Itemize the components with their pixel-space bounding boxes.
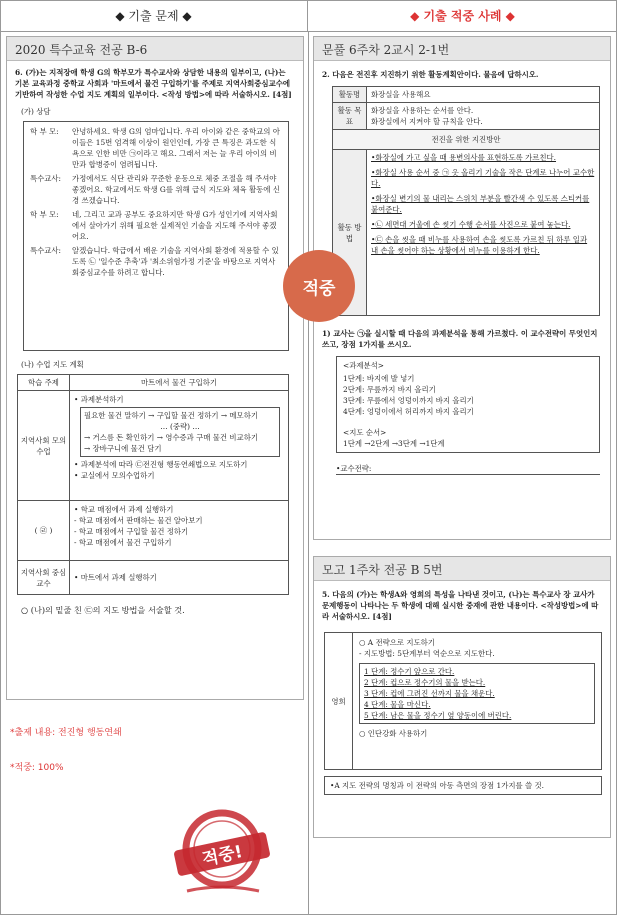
- row-item: - 학교 매점에서 물건 구입하기: [74, 538, 172, 547]
- content-note: *출제 내용: 전진형 행동연쇄: [10, 728, 122, 738]
- row-item: → 장바구니에 물건 담기: [84, 444, 162, 453]
- strategy-line: - 지도방법: 5단계부터 역순으로 지도한다.: [359, 649, 495, 658]
- method-item: •㉡ 세면대 거울에 손 씻기 수행 순서를 사진으로 붙여 놓는다.: [371, 220, 571, 229]
- task-step: 1단계: 바지에 발 넣기: [343, 374, 415, 383]
- step-item: 3 단계: 컵에 그려진 선까지 물을 채운다.: [364, 689, 495, 698]
- question-text: 5. 다음의 (가)는 학생A와 영희의 특성을 나타낸 것이고, (나)는 특수교사 장 교사가 문제행동이 나타나는 두 학생에 대해 실시한 중재에 관한 내용이다. <작성방법>에 따라 서술하시오. [4점]: [322, 590, 599, 621]
- question-text: 2. 다음은 전진후 지진하기 위한 활동계획안이다. 물음에 답하시오.: [322, 70, 539, 79]
- strategy-line: ○ 인단강화 사용하기: [359, 729, 428, 738]
- step-item: 5 단계: 남은 물을 정수기 옆 양동이에 버린다.: [364, 711, 512, 720]
- task-step: 4단계: 엉덩이에서 허리까지 바지 올리기: [343, 407, 474, 416]
- row-label: 지역사회 중심교수: [18, 561, 70, 595]
- speaker: 특수교사:: [30, 174, 62, 183]
- dialogue-line: [30, 245, 282, 278]
- step-item: 2 단계: 컵으로 정수기의 물을 받는다.: [364, 678, 486, 687]
- row-item: • 과제분석에 따라 ㉢전진형 행동연쇄법으로 지도하기: [74, 460, 248, 469]
- table-header-title: 마트에서 물건 구입하기: [70, 375, 289, 391]
- footer-question: ○ (나)의 밑줄 친 ㉢의 지도 방법을 서술할 것.: [21, 605, 185, 615]
- question-text: 6. (가)는 지적장애 학생 G의 학부모가 특수교사와 상담한 내용의 일부이고, (나)는 기본 교육과정 중학교 사회과 '마트에서 물건 구입하기'를 주제로 지역사회중심교수에 기반하여 작성한 수업 지도 계획의 일부이다. <작성 방법>에 따라 서술하시오. [4점]: [15, 68, 292, 99]
- paper-title: 문풀 6주차 2교시 2-1번: [314, 37, 610, 61]
- strategy-line: ○ A 전략으로 지도하기: [359, 638, 435, 647]
- dialogue-line: [30, 173, 282, 206]
- method-header: 전진을 위한 지진방안: [333, 130, 600, 150]
- row-item: → 거스름 돈 확인하기 → 영수증과 구매 물건 비교하기: [84, 433, 258, 442]
- writing-instruction: •A 지도 전략의 명칭과 이 전략의 아동 측면의 장점 1가지를 쓸 것.: [324, 776, 602, 795]
- table-row: [18, 391, 289, 501]
- left-column-header: ◆ 기출 문제 ◆: [0, 0, 308, 32]
- row-item: • 학교 매점에서 과제 실행하기: [74, 505, 174, 514]
- utterance: 알겠습니다. 학급에서 배운 기술을 지역사회 환경에 적용할 수 있도록 ㉡ '일수준 추축'과 '최소위험가정 기준'을 바탕으로 지역사회중심교수를 하려고 합니다.: [72, 246, 279, 277]
- sub-question: 1) 교사는 ㉠을 실시할 때 다음의 과제분석을 통해 가르쳤다. 이 교수전략이 무엇인지 쓰고, 장점 1가지를 쓰시오.: [322, 329, 598, 349]
- hit-badge: 적중: [283, 250, 355, 322]
- row-item: 필요한 물건 말하기 → 구입할 물건 정하기 → 메모하기: [84, 411, 258, 420]
- task-title: <과제분석>: [343, 361, 384, 370]
- row-label: 활동 목표: [333, 103, 367, 130]
- section-label-ga: (가) 상담: [21, 107, 51, 116]
- exam-question-paper: [6, 36, 304, 700]
- order-title: <지도 순서>: [343, 428, 387, 437]
- row-label: ( ㉣ ): [18, 501, 70, 561]
- row-label: 지역사회 모의수업: [18, 391, 70, 501]
- method-item: •㉢ 손을 씻을 때 비누를 사용하여 손을 씻도록 가르친 뒤 하루 일과 내 손을 씻어야 하는 상황에서 비누를 이용하게 한다.: [371, 235, 588, 255]
- method-item: •화장실 변기의 물 내리는 스위치 부분을 빨간색 수 있도록 스티커를 붙여준다.: [371, 194, 590, 214]
- table-row: [18, 501, 289, 561]
- row-item: … (중략) …: [160, 422, 200, 431]
- utterance: 안녕하세요. 학생 G의 엄마입니다. 우리 아이와 같은 중학교의 아이들은 15번 엄격해 이상이 원인인데, 가장 큰 특징은 과도한 식욕으로 인한 비만 ㉠이라고 해요. 그래서 저는 늘 우리 아이의 비만과 합병증이 염려됩니다.: [72, 127, 280, 169]
- row-item: • 마트에서 과제 실행하기: [74, 573, 157, 582]
- goal-item: 화장실을 사용하는 순서를 안다.: [371, 106, 474, 115]
- paper-title: 모고 1주차 전공 B 5번: [314, 557, 610, 581]
- row-label: 활동명: [333, 87, 367, 103]
- answer-label: •교수전략:: [336, 453, 600, 475]
- step-item: 1 단계: 정수기 앞으로 간다.: [364, 667, 455, 676]
- order-sequence: 1단계 →2단계 →3단계 →1단계: [343, 439, 445, 448]
- row-item: • 교실에서 모의수업하기: [74, 471, 155, 480]
- task-step: 3단계: 무릎에서 엉덩이까지 바지 올리기: [343, 396, 474, 405]
- right-column-header: ◆ 기출 적중 사례 ◆: [308, 0, 617, 32]
- step-list: [359, 663, 595, 724]
- step-item: 4 단계: 물을 마신다.: [364, 700, 431, 709]
- task-analysis-box: [336, 356, 600, 453]
- dialogue-line: [30, 209, 282, 242]
- seal-text: 적중!: [200, 841, 245, 870]
- row-item: - 학교 매점에서 구입할 물건 정하기: [74, 527, 189, 536]
- method-item: •화장실 사용 순서 중 ㉠ 옷 올리기 기술을 작은 단계로 나누어 교수한다.: [371, 168, 595, 188]
- strategy-box: [324, 632, 602, 770]
- practice-question-paper: [313, 36, 611, 540]
- goal-item: 화장실에서 지켜야 할 규칙을 안다.: [371, 117, 483, 126]
- activity-plan-table: [332, 86, 600, 316]
- dialogue-box: [23, 121, 289, 351]
- row-label: 활동 방법: [333, 150, 367, 316]
- method-item: •화장실에 가고 싶을 때 용변의사를 표현하도록 가르친다.: [371, 153, 557, 162]
- column-divider: [308, 32, 309, 915]
- utterance: 가정에서도 식단 관리와 꾸준한 운동으로 체중 조절을 해 주셔야 좋겠어요. 학교에서도 학생 G를 위해 급식 지도와 체육 활동에 신경 쓰겠습니다.: [72, 174, 280, 205]
- row-item: • 과제분석하기: [74, 395, 124, 404]
- table-row: [18, 561, 289, 595]
- speaker: 학 부 모:: [30, 210, 59, 219]
- utterance: 네, 그리고 교과 공부도 중요하지만 학생 G가 성인기에 지역사회에서 살아가기 위해 필요한 실제적인 기술을 지도해 주셔야 좋겠어요.: [72, 210, 278, 241]
- student-label: 영희: [325, 633, 353, 769]
- section-label-na: (나) 수업 지도 계획: [21, 360, 84, 369]
- hit-seal-stamp: [167, 805, 277, 901]
- paper-title: 2020 특수교육 전공 B-6: [7, 37, 303, 61]
- task-analysis-box: [80, 407, 280, 457]
- row-item: - 학교 매점에서 판매하는 물건 알아보기: [74, 516, 203, 525]
- speaker: 학 부 모:: [30, 127, 59, 136]
- speaker: 특수교사:: [30, 246, 62, 255]
- mock-exam-paper: [313, 556, 611, 838]
- lesson-plan-table: [17, 374, 289, 595]
- hit-rate-note: *적중: 100%: [10, 763, 64, 773]
- table-header-topic: 학습 주제: [18, 375, 70, 391]
- dialogue-line: [30, 126, 282, 170]
- activity-name: 화장실을 사용해요: [367, 87, 600, 103]
- task-step: 2단계: 무릎까지 바지 올리기: [343, 385, 436, 394]
